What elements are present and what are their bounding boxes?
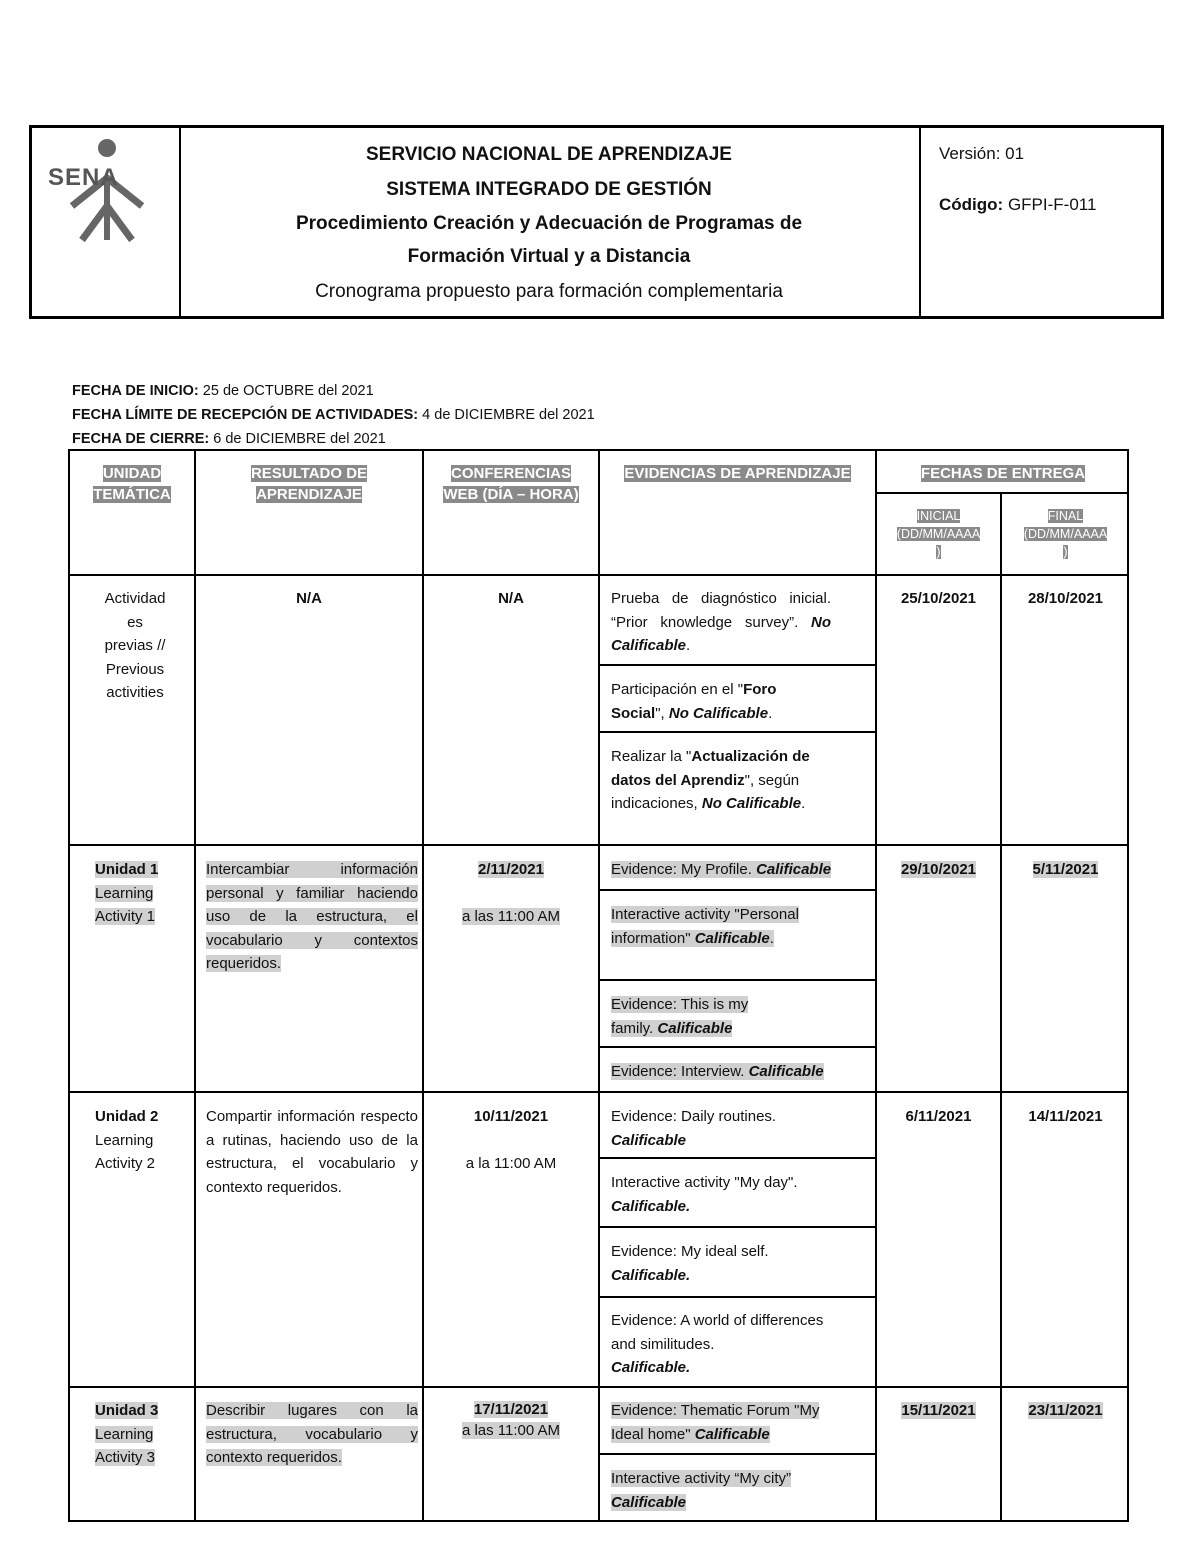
row-divider [70, 574, 1129, 576]
row-divider [875, 492, 1129, 494]
evidence-text: Evidence: Daily routines. [611, 1108, 777, 1125]
evidence-grade: Calificable [611, 1131, 687, 1149]
conference-time: a la 11:00 AM [465, 1155, 557, 1172]
limit-date-label: FECHA LÍMITE DE RECEPCIÓN DE ACTIVIDADES: [72, 407, 419, 423]
col-header-result-l2: APRENDIZAJE [256, 486, 362, 503]
evidence-text: Interactive activity "My day". [611, 1174, 798, 1191]
col-header-final-l1: FINAL [1047, 509, 1084, 523]
evidence-highlight: Actualización de datos del Aprendiz [611, 748, 810, 789]
final-date: 14/11/2021 [1028, 1108, 1103, 1125]
evidence-grade: Calificable [611, 1493, 687, 1511]
close-date-label: FECHA DE CIERRE: [72, 431, 210, 447]
col-header-evidence-label: EVIDENCIAS DE APRENDIZAJE [624, 465, 851, 482]
evidence-text: ", [655, 704, 669, 722]
col-header-result-l1: RESULTADO DE [250, 465, 368, 482]
evidence-item [611, 587, 831, 658]
col-divider [422, 451, 424, 1520]
meta-cell [921, 128, 1161, 316]
result-cell: N/A [296, 590, 322, 607]
close-date-value: 6 de DICIEMBRE del 2021 [213, 431, 386, 447]
evidence-text: Evidence: A world of differences and similitudes. [611, 1312, 824, 1353]
unit-cell-2 [95, 1105, 195, 1176]
col-header-conf-l2: WEB (DÍA – HORA) [443, 486, 579, 503]
row-divider [598, 664, 876, 666]
unit-line: Activity 1 [95, 908, 156, 925]
limit-date-line [72, 406, 595, 424]
evidence-grade: No Calificable [701, 795, 802, 812]
col-header-unit-l1: UNIDAD [102, 465, 162, 482]
row-divider [598, 1453, 876, 1455]
unit-line: Learning [95, 884, 154, 902]
col-header-result [196, 463, 422, 505]
col-header-conference [424, 463, 598, 505]
code-label: Código: [939, 195, 1004, 214]
evidence-punct: . [768, 704, 773, 722]
col-divider [598, 451, 600, 1520]
conference-cell [424, 1399, 598, 1441]
initial-date: 25/10/2021 [900, 590, 977, 607]
start-date-value: 25 de OCTUBRE del 2021 [202, 383, 374, 399]
system-name: SISTEMA INTEGRADO DE GESTIÓN [386, 179, 712, 200]
col-header-unit [70, 463, 194, 505]
unit-cell-3 [95, 1399, 195, 1470]
unit-line: previas // [104, 637, 166, 654]
result-cell [206, 1399, 418, 1470]
col-divider [1000, 493, 1002, 1520]
evidence-text: Participación en el " [611, 681, 744, 698]
unit-line: Previous [105, 660, 165, 678]
conference-cell [424, 858, 598, 929]
evidence-item [611, 745, 816, 816]
initial-date [877, 858, 1000, 882]
row-divider [598, 731, 876, 733]
evidence-item [611, 993, 781, 1040]
evidence-highlight: Foro Social [611, 681, 777, 722]
row-divider [70, 1386, 1129, 1388]
col-header-evidence [600, 463, 875, 484]
unit-line: Unidad 2 [95, 1108, 159, 1125]
evidence-grade: Calificable [694, 1425, 770, 1443]
code-value: GFPI-F-011 [1007, 195, 1097, 214]
evidence-grade: Calificable [748, 1063, 824, 1080]
initial-date [877, 1399, 1000, 1423]
schedule-table [68, 449, 1129, 1522]
unit-line: Activity 2 [95, 1155, 156, 1172]
final-date-text: 23/11/2021 [1028, 1402, 1103, 1419]
col-header-final-l3: ) [1063, 545, 1068, 559]
col-header-initial-l1: INICIAL [916, 509, 961, 523]
row-divider [598, 1226, 876, 1228]
unit-line: Unidad 3 [95, 1402, 159, 1419]
schedule-title: Cronograma propuesto para formación complementaria [315, 281, 783, 302]
evidence-text: Interactive activity “My city” [611, 1470, 792, 1487]
org-name: SERVICIO NACIONAL DE APRENDIZAJE [366, 144, 732, 165]
row-divider [70, 1091, 1129, 1093]
evidence-grade: Calificable [756, 861, 832, 878]
evidence-item [611, 1399, 851, 1446]
evidence-text: Evidence: My Profile. [611, 861, 757, 878]
evidence-grade: Calificable [657, 1019, 733, 1037]
result-text: Describir lugares con la estructura, vocabulario y contexto requeridos. [206, 1402, 418, 1466]
evidence-punct: . [686, 637, 691, 654]
unit-line: es [127, 613, 143, 631]
row-divider [598, 979, 876, 981]
evidence-grade: No Calificable [611, 613, 832, 654]
conference-date: 17/11/2021 [473, 1401, 549, 1418]
evidence-item [611, 903, 811, 950]
evidence-grade: Calificable. [611, 1266, 691, 1284]
logo-text: SENA [48, 164, 119, 191]
conference-date: 10/11/2021 [473, 1108, 549, 1125]
result-text: Intercambiar información personal y familiar haciendo uso de la estructura, el vocabulario y contextos requeridos. [206, 861, 418, 972]
evidence-item [611, 858, 861, 882]
unit-line: Unidad 1 [95, 861, 159, 878]
procedure-line1: Procedimiento Creación y Adecuación de Programas de [295, 213, 803, 234]
evidence-item [611, 1467, 811, 1514]
col-header-initial [877, 507, 1000, 561]
start-date-label: FECHA DE INICIO: [72, 383, 199, 399]
col-header-dates-label: FECHAS DE ENTREGA [920, 465, 1086, 482]
result-cell: Compartir información respecto a rutinas, haciendo uso de la estructura, el vocabulario y contexto requeridos. [206, 1108, 418, 1196]
evidence-grade: Calificable. [611, 1197, 691, 1215]
initial-date-text: 15/11/2021 [901, 1402, 976, 1419]
unit-cell-previous [70, 587, 200, 705]
logo-cell [32, 128, 181, 316]
conference-time: a las 11:00 AM [461, 1422, 561, 1439]
evidence-item [611, 1060, 861, 1084]
evidence-text: Prueba de diagnóstico inicial. “Prior knowledge survey”. [611, 590, 831, 631]
evidence-text: Evidence: Interview. [611, 1063, 749, 1080]
code-line [939, 195, 1096, 215]
title-cell [179, 128, 921, 316]
row-divider [598, 1296, 876, 1298]
final-date-text: 5/11/2021 [1032, 861, 1099, 878]
conference-date: 2/11/2021 [478, 861, 544, 878]
evidence-text: Evidence: This is my family. [611, 996, 749, 1037]
row-divider [598, 1046, 876, 1048]
initial-date-text: 29/10/2021 [900, 861, 977, 878]
evidence-item [611, 1171, 801, 1218]
final-date: 28/10/2021 [1027, 590, 1104, 607]
evidence-punct: . [801, 795, 806, 812]
conference-cell [424, 1105, 598, 1176]
procedure-line2: Formación Virtual y a Distancia [407, 246, 691, 267]
col-header-conf-l1: CONFERENCIAS [450, 465, 571, 482]
col-header-dates [877, 463, 1129, 484]
evidence-text: ", según indicaciones, [611, 771, 800, 812]
unit-line: activities [106, 684, 164, 701]
conference-time: a las 11:00 AM [461, 908, 561, 925]
unit-line: Actividad [104, 590, 166, 607]
col-divider [875, 451, 877, 1520]
evidence-grade: Calificable. [611, 1359, 691, 1376]
unit-line: Activity 3 [95, 1449, 156, 1466]
evidence-item [611, 1240, 821, 1287]
evidence-text: Evidence: Thematic Forum "My Ideal home" [611, 1402, 820, 1443]
row-divider [598, 1157, 876, 1159]
evidence-punct: . [769, 929, 774, 947]
start-date-line [72, 382, 374, 400]
col-header-final-l2: (DD/MM/AAAA [1023, 527, 1108, 541]
evidence-grade: Calificable [694, 929, 770, 947]
version-line [939, 144, 1024, 164]
unit-line: Learning [95, 1131, 154, 1149]
limit-date-value: 4 de DICIEMBRE del 2021 [422, 407, 595, 423]
col-header-unit-l2: TEMÁTICA [93, 486, 171, 503]
final-date [1002, 858, 1129, 882]
col-header-initial-l3: ) [936, 545, 941, 559]
version-value: 01 [1005, 144, 1025, 163]
conference-cell: N/A [498, 590, 524, 607]
evidence-item [611, 1309, 836, 1380]
col-header-initial-l2: (DD/MM/AAAA [896, 527, 981, 541]
sena-logo-icon [32, 128, 179, 318]
document-header [29, 125, 1164, 319]
initial-date: 6/11/2021 [905, 1108, 972, 1125]
evidence-item [611, 1105, 821, 1152]
unit-cell-1 [95, 858, 195, 929]
evidence-text: Interactive activity "Personal information" [611, 906, 799, 947]
row-divider [598, 889, 876, 891]
final-date [1002, 1399, 1129, 1423]
close-date-line [72, 430, 386, 448]
evidence-text: Realizar la " [611, 748, 692, 765]
evidence-text: Evidence: My ideal self. [611, 1243, 769, 1260]
result-cell [206, 858, 418, 976]
col-header-final [1002, 507, 1129, 561]
row-divider [70, 844, 1129, 846]
unit-line: Learning [95, 1425, 154, 1443]
evidence-grade: No Calificable [668, 704, 769, 722]
version-label: Versión: [939, 144, 1001, 163]
evidence-item [611, 678, 831, 725]
